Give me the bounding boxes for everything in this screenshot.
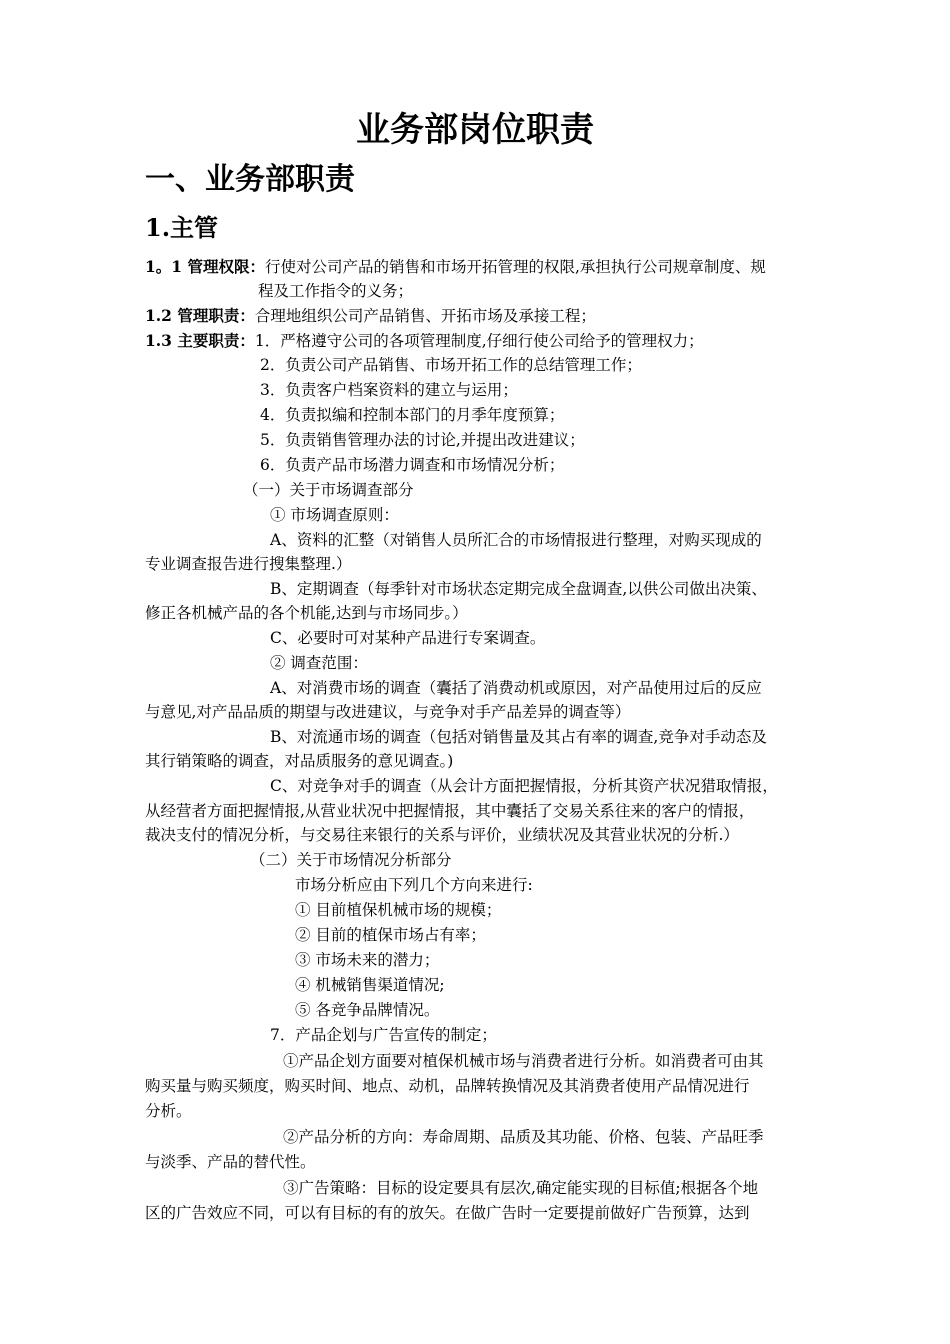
text-1-2: 合理地组织公司产品销售、开拓市场及承接工程； — [254, 307, 596, 325]
paragraph-1-3 — [145, 329, 704, 353]
item-7-p2-line1: ②产品分析的方向：寿命周期、品质及其功能、价格、包装、产品旺季 — [283, 1128, 764, 1146]
item-7-p2-line2: 与淡季、产品的替代性。 — [145, 1153, 316, 1171]
scope-c-line2: 从经营者方面把握情报,从营业状况中把握情报，其中囊括了交易关系往来的客户的情报， — [145, 802, 755, 820]
item-7-heading: 7．产品企划与广告宣传的制定； — [270, 1026, 497, 1044]
analysis-item: ⑤ 各竞争品牌情况。 — [295, 1001, 440, 1019]
duty-item: 5．负责销售管理办法的讨论,并提出改进建议； — [260, 431, 585, 449]
item-7-p1-line2: 购买量与购买频度，购买时间、地点、动机，品牌转换情况及其消费者使用产品情况进行 — [145, 1077, 750, 1095]
duty-item: 2．负责公司产品销售、市场开拓工作的总结管理工作； — [260, 356, 642, 374]
duty-item: 6．负责产品市场潜力调查和市场情况分析； — [260, 456, 565, 474]
scope-c-line1: C、对竞争对手的调查（从会计方面把握情报，分析其资产状况猎取情报， — [270, 777, 778, 795]
scope-b-line2: 其行销策略的调查，对品质服务的意见调查。) — [145, 752, 454, 770]
analysis-intro: 市场分析应由下列几个方向来进行: — [295, 876, 533, 894]
label-1-1: 1。1 管理权限： — [145, 257, 265, 276]
survey-scope: ② 调查范围： — [270, 654, 368, 672]
duty-item: 4．负责拟编和控制本部门的月季年度预算； — [260, 406, 565, 424]
principle-b-line1: B、定期调查（每季针对市场状态定期完成全盘调查,以供公司做出决策、 — [270, 580, 767, 598]
text-1-1-line1: 行使对公司产品的销售和市场开拓管理的权限,承担执行公司规章制度、规 — [264, 258, 766, 276]
principle-a-line2: 专业调查报告进行搜集整理.） — [145, 555, 352, 573]
analysis-item: ② 目前的植保市场占有率； — [295, 926, 486, 944]
analysis-item: ③ 市场未来的潜力； — [295, 951, 440, 969]
principle-c: C、必要时可对某种产品进行专案调查。 — [270, 629, 546, 647]
label-1-2: 1.2 管理职责： — [145, 306, 255, 325]
item-7-p3-line1: ③广告策略：目标的设定要具有层次,确定能实现的目标值;根据各个地 — [283, 1179, 759, 1197]
item-7-p3-line2: 区的广告效应不同，可以有目标的有的放矢。在做广告时一定要提前做好广告预算，达到 — [145, 1204, 750, 1222]
analysis-item: ① 目前植保机械市场的规模； — [295, 901, 502, 919]
scope-c-line3: 裁决支付的情况分析，与交易往来银行的关系与评价，业绩状况及其营业状况的分析.） — [145, 826, 739, 844]
scope-a-line1: A、对消费市场的调查（囊括了消费动机或原因，对产品使用过后的反应 — [270, 679, 762, 697]
analysis-item: ④ 机械销售渠道情况; — [295, 976, 445, 994]
document-title: 业务部岗位职责 — [356, 110, 594, 150]
duty-item: 3．负责客户档案资料的建立与运用； — [260, 381, 518, 399]
part-2-heading: （二）关于市场情况分析部分 — [250, 851, 452, 869]
scope-a-line2: 与意见,对产品品质的期望与改进建议，与竞争对手产品差异的调查等） — [145, 703, 631, 721]
principle-b-line2: 修正各机械产品的各个机能,达到与市场同步。） — [145, 604, 468, 622]
principle-a-line1: A、资料的汇整（对销售人员所汇合的市场情报进行整理，对购买现成的 — [270, 531, 762, 549]
part-1-heading: （一）关于市场调查部分 — [243, 481, 414, 499]
paragraph-1-1 — [145, 255, 766, 279]
section-heading: 一、业务部职责 — [145, 162, 355, 197]
paragraph-1-2 — [145, 304, 596, 328]
text-1-1-line2: 程及工作指令的义务； — [258, 282, 414, 300]
item-7-p1-line3: 分析。 — [145, 1102, 192, 1120]
duty-item: 1．严格遵守公司的各项管理制度,仔细行使公司给予的管理权力； — [254, 332, 704, 350]
subsection-heading: 1.主管 — [145, 213, 219, 242]
scope-b-line1: B、对流通市场的调查（包括对销售量及其占有率的调查,竞争对手动态及 — [270, 728, 767, 746]
item-7-p1-line1: ①产品企划方面要对植保机械市场与消费者进行分析。如消费者可由其 — [283, 1052, 764, 1070]
label-1-3: 1.3 主要职责： — [145, 331, 255, 350]
survey-principle: ① 市场调查原则： — [270, 506, 399, 524]
